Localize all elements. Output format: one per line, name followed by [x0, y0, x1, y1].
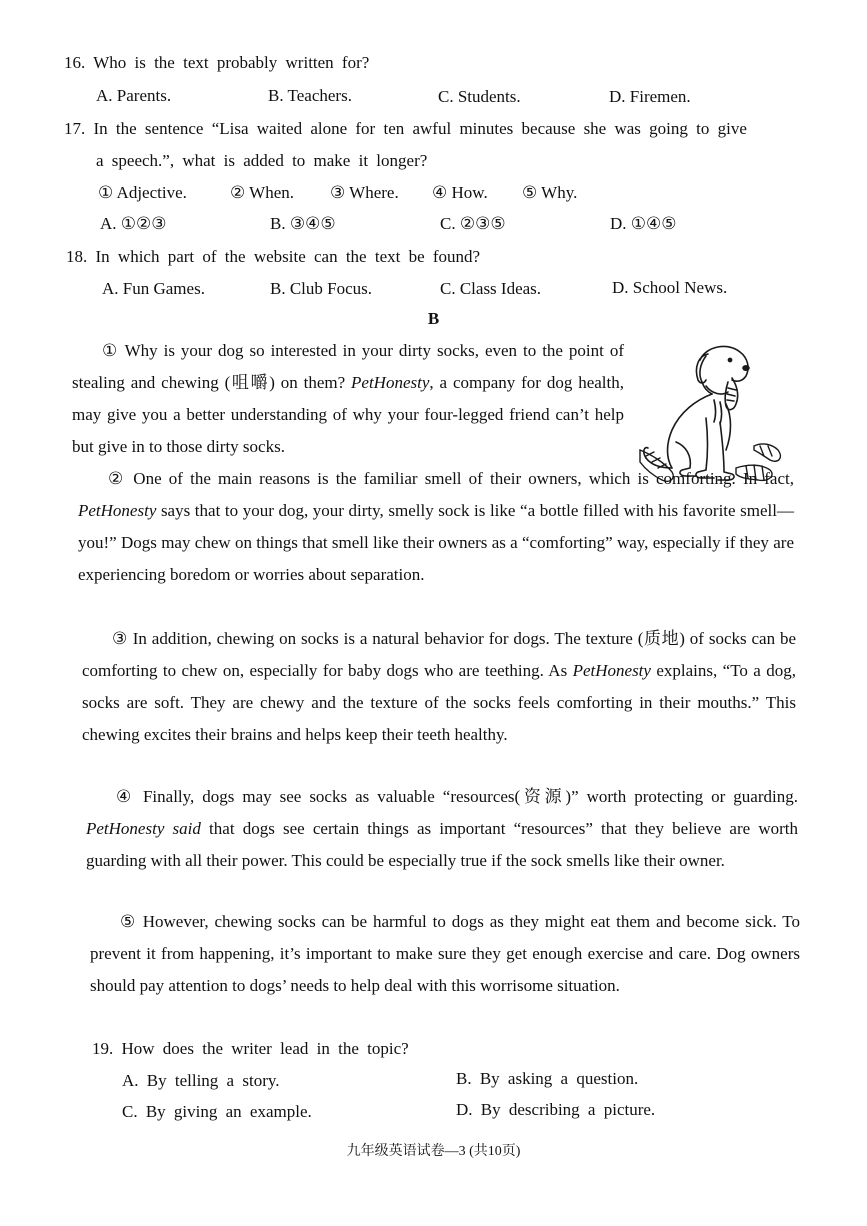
p3-text-a: ③ In addition, chewing on socks is a natural behavior for dogs. The texture (质地) of socks can be comforting to chew on, especially for baby dogs who are teething. As	[82, 629, 796, 680]
p1-text-b: , a company for dog health, may give you a better understanding of why your four-legged friend can’t help but give in to those dirty socks.	[72, 373, 625, 456]
q17-stem-line2: a speech.”, what is added to make it longer?	[96, 151, 428, 170]
page-footer: 九年级英语试卷—3 (共10页)	[346, 1144, 521, 1159]
p3-emphasis: PetHonesty	[572, 661, 651, 680]
q17-number: 17.	[64, 119, 86, 138]
p3-text-b: explains, “To a dog, socks are soft. They are chewy and the texture of the socks feels comforting in their mouths.” This chewing excites their brains and helps keep their teeth healthy.	[82, 661, 796, 744]
q18-option-b[interactable]: B. Club Focus.	[270, 279, 373, 298]
passage-paragraph-2-text	[78, 463, 794, 591]
p4-text-b: that dogs see certain things as important “resources” that they believe are worth guarding with all their power. This could be especially true if the sock smells like their owner.	[86, 819, 798, 870]
q16-option-b[interactable]: B. Teachers.	[268, 86, 352, 105]
passage-paragraph-3	[82, 623, 796, 751]
q16-number: 16.	[64, 53, 86, 72]
passage-paragraph-4	[86, 781, 798, 877]
q18-stem	[66, 246, 480, 268]
q17-option-d[interactable]: D. ①④⑤	[610, 214, 677, 233]
section-label: B	[427, 309, 440, 328]
q17-item-2: ② When.	[230, 183, 295, 202]
q16-stem-text: Who is the text probably written for?	[93, 53, 370, 72]
p1-emphasis: PetHonesty	[351, 373, 430, 392]
p2-text-a: ② One of the main reasons is the familiar smell of their owners, which is comforting. In fact,	[108, 469, 794, 488]
q17-option-c[interactable]: C. ②③⑤	[440, 214, 506, 233]
q18-option-c[interactable]: C. Class Ideas.	[440, 279, 542, 298]
q17-stem-text: In the sentence “Lisa waited alone for ten awful minutes because she was going to give	[93, 119, 747, 138]
p2-emphasis: PetHonesty	[78, 501, 157, 520]
q19-option-d[interactable]: D. By describing a picture.	[456, 1100, 656, 1119]
q18-stem-text: In which part of the website can the text be found?	[95, 247, 481, 266]
q16-stem	[64, 52, 369, 74]
q18-number: 18.	[66, 247, 88, 266]
q19-option-b[interactable]: B. By asking a question.	[456, 1069, 639, 1088]
passage-paragraph-1	[72, 335, 624, 463]
q19-stem	[92, 1038, 409, 1060]
q16-option-a[interactable]: A. Parents.	[96, 86, 172, 105]
q19-number: 19.	[92, 1039, 114, 1058]
q17-option-a[interactable]: A. ①②③	[100, 214, 167, 233]
p1-text-a: ① Why is your dog so interested in your dirty socks, even to the point of stealing and chewing (咀嚼) on them?	[72, 341, 624, 392]
q18-option-d[interactable]: D. School News.	[612, 278, 728, 297]
q19-option-a[interactable]: A. By telling a story.	[122, 1071, 280, 1090]
q17-item-5: ⑤ Why.	[522, 183, 578, 202]
q17-item-3: ③ Where.	[330, 183, 399, 202]
p5-text: ⑤ However, chewing socks can be harmful to dogs as they might eat them and become sick. To prevent it from happening, it’s important to make sure they get enough exercise and care. Dog owners should pay attention to dogs’ needs to help deal with this worrisome situation.	[90, 912, 800, 995]
q16-option-c[interactable]: C. Students.	[438, 87, 521, 106]
q18-option-a[interactable]: A. Fun Games.	[102, 279, 205, 298]
q17-stem-line1	[64, 118, 747, 140]
q17-option-b[interactable]: B. ③④⑤	[270, 214, 336, 233]
q16-option-d[interactable]: D. Firemen.	[609, 87, 691, 106]
q17-item-1: ① Adjective.	[98, 183, 187, 202]
p2-text-b: says that to your dog, your dirty, smelly sock is like “a bottle filled with his favorite smell—you!” Dogs may chew on things that smell like their owners as a “comforting” way, especially if they are experiencing boredom or worries about separation.	[78, 501, 794, 584]
passage-paragraph-5	[90, 906, 800, 1002]
p4-text-a: ④ Finally, dogs may see socks as valuable “resources(资源)” worth protecting or guarding.	[116, 787, 798, 806]
p4-emphasis: PetHonesty said	[86, 819, 201, 838]
q17-item-4: ④ How.	[432, 183, 488, 202]
q19-option-c[interactable]: C. By giving an example.	[122, 1102, 312, 1121]
q19-stem-text: How does the writer lead in the topic?	[121, 1039, 409, 1058]
